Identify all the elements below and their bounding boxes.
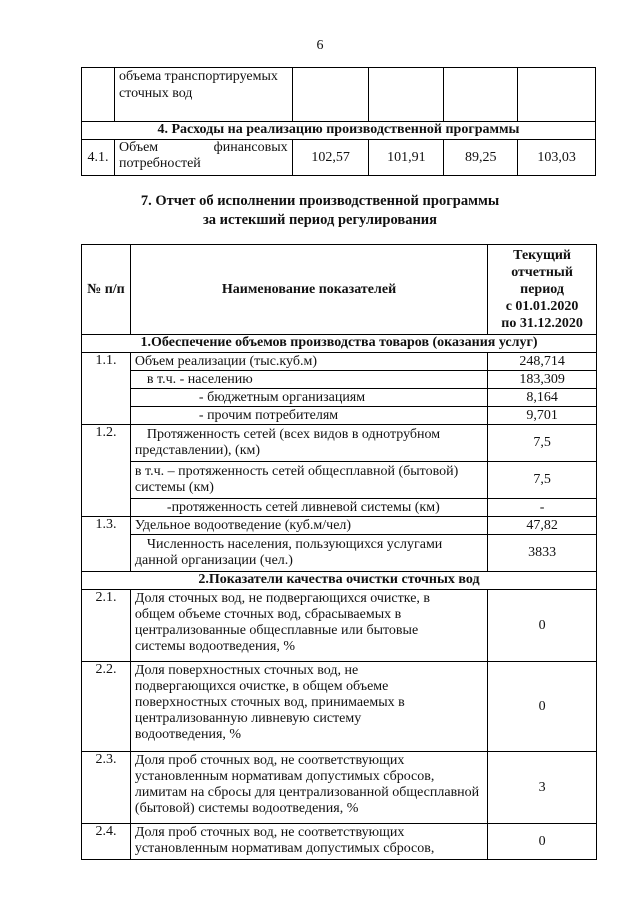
table-cell [82, 68, 115, 122]
header-line: по 31.12.2020 [501, 316, 583, 331]
row-number: 2.1. [82, 590, 131, 662]
row-number: 1.2. [82, 425, 131, 517]
row-label: - бюджетным организациям [130, 389, 487, 407]
row-value: 183,309 [488, 371, 597, 389]
row-value: 248,714 [488, 353, 597, 371]
column-header-period [488, 245, 597, 335]
row-value: 7,5 [488, 462, 597, 499]
section-title: 1.Обеспечение объемов производства товаров (оказания услуг) [82, 335, 597, 353]
row-value: 0 [488, 662, 597, 752]
row-value: 3833 [488, 535, 597, 572]
header-line: Текущий [513, 248, 571, 263]
table-cell: объема транспортируемых сточных вод [114, 68, 292, 122]
report-table [81, 244, 597, 860]
row-label: Доля поверхностных сточных вод, не подвергающихся очистке, в общем объеме поверхностных сточных вод, принимаемых в централизованную ливневую систему водоотведения, % [130, 662, 487, 752]
section-heading [0, 192, 640, 230]
row-label: в т.ч. - населению [130, 371, 487, 389]
row-label: Доля сточных вод, не подвергающихся очистке, в общем объеме сточных вод, сбрасываемых в централизованные общесплавные или бытовые системы водоотведения, % [130, 590, 487, 662]
row-label: Удельное водоотведение (куб.м/чел) [130, 517, 487, 535]
section-title: 2.Показатели качества очистки сточных вод [82, 572, 597, 590]
row-value: 7,5 [488, 425, 597, 462]
row-label: в т.ч. – протяженность сетей общесплавной (бытовой) системы (км) [130, 462, 487, 499]
production-program-table-continuation [81, 67, 596, 176]
row-number: 1.1. [82, 353, 131, 425]
table-cell [518, 68, 596, 122]
row-number: 2.3. [82, 752, 131, 824]
header-line: отчетный [511, 265, 573, 280]
row-label-part: финансовых [213, 140, 288, 155]
row-value: 47,82 [488, 517, 597, 535]
row-value: 3 [488, 752, 597, 824]
row-value: 9,701 [488, 407, 597, 425]
section-heading-line: за истекший период регулирования [202, 212, 438, 228]
section-heading-line: 7. Отчет об исполнении производственной программы [140, 193, 500, 209]
row-number: 2.2. [82, 662, 131, 752]
row-value: 0 [488, 590, 597, 662]
row-label: Доля проб сточных вод, не соответствующих установленным нормативам допустимых сбросов, лимитам на сбросы для централизованной общесплавной (бытовой) системы водоотведения, % [130, 752, 487, 824]
row-label: Протяженность сетей (всех видов в однотрубном представлении), (км) [130, 425, 487, 462]
table-cell [444, 68, 518, 122]
row-label [114, 140, 292, 176]
column-header-number: № п/п [82, 245, 131, 335]
header-line: с 01.01.2020 [505, 299, 579, 314]
row-label-part: Объем [118, 140, 159, 155]
row-value: 89,25 [444, 140, 518, 176]
row-value: 0 [488, 824, 597, 860]
column-header-name: Наименование показателей [130, 245, 487, 335]
table-cell [369, 68, 444, 122]
row-value: - [488, 499, 597, 517]
row-number: 4.1. [82, 140, 115, 176]
row-label: Объем реализации (тыс.куб.м) [130, 353, 487, 371]
row-label: - прочим потребителям [130, 407, 487, 425]
header-line: период [520, 282, 564, 297]
row-number: 2.4. [82, 824, 131, 860]
row-label: -протяженность сетей ливневой системы (км) [130, 499, 487, 517]
row-label: Доля проб сточных вод, не соответствующих установленным нормативам допустимых сбросов, [130, 824, 487, 860]
row-label: Численность населения, пользующихся услугами данной организации (чел.) [130, 535, 487, 572]
row-value: 102,57 [292, 140, 369, 176]
section-title: 4. Расходы на реализацию производственной программы [82, 122, 596, 140]
row-value: 103,03 [518, 140, 596, 176]
row-value: 8,164 [488, 389, 597, 407]
row-number: 1.3. [82, 517, 131, 572]
table-cell [292, 68, 369, 122]
page-number: 6 [316, 38, 324, 53]
row-value: 101,91 [369, 140, 444, 176]
row-label-part: потребностей [118, 156, 201, 171]
